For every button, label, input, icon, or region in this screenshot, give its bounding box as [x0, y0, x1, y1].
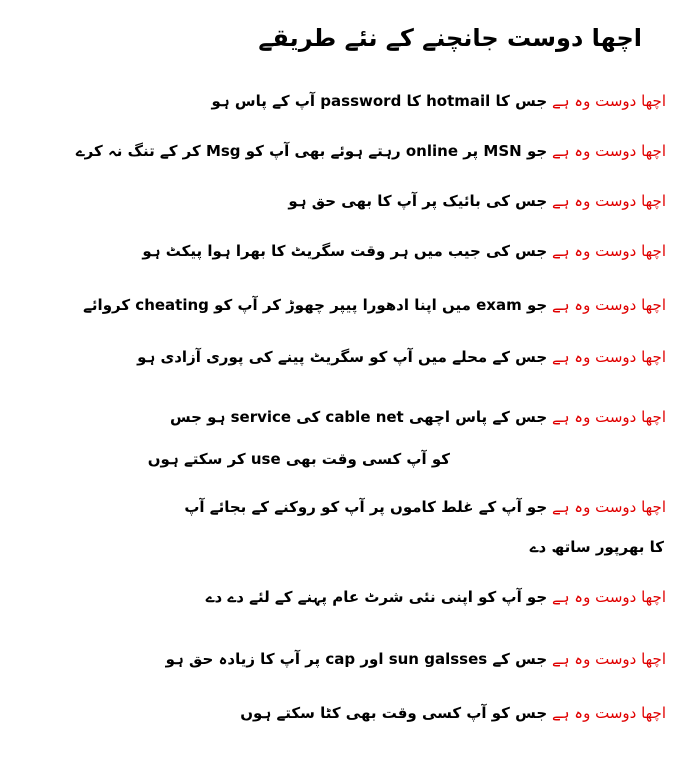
item-lead: اچھا دوست وہ ہے [551, 348, 666, 366]
item-text: جو exam میں اپنا ادھورا پیپر چھوڑ کر آپ کو cheating کروائے [83, 296, 548, 314]
list-item [76, 142, 666, 160]
item-lead: اچھا دوست وہ ہے [551, 92, 666, 110]
item-continuation: کو آپ کسی وقت بھی use کر سکتے ہوں [147, 450, 450, 468]
list-item [240, 704, 666, 722]
item-text: جس کے پاس اچھی cable net کی service ہو جس [169, 408, 548, 426]
item-lead: اچھا دوست وہ ہے [551, 498, 666, 516]
item-lead: اچھا دوست وہ ہے [551, 296, 666, 314]
list-item [170, 408, 666, 426]
item-text: جو MSN پر online رہتے ہوئے بھی آپ کو Msg کر کے تنگ نہ کرے [75, 142, 548, 160]
item-text: جس کی جیب میں ہر وقت سگریٹ کا بھرا ہوا پیکٹ ہو [142, 242, 548, 260]
item-text: جس کو آپ کسی وقت بھی کٹا سکتے ہوں [240, 704, 548, 722]
list-item [166, 650, 666, 668]
list-item [212, 92, 666, 110]
item-text: جس کی بائیک پر آپ کا بھی حق ہو [288, 192, 548, 210]
list-item [142, 242, 666, 260]
item-lead: اچھا دوست وہ ہے [551, 588, 666, 606]
item-continuation: کا بھرپور ساتھ دے [529, 538, 664, 556]
item-lead: اچھا دوست وہ ہے [551, 704, 666, 722]
item-lead: اچھا دوست وہ ہے [551, 242, 666, 260]
page-title: اچھا دوست جانچنے کے نئے طریقے [258, 24, 642, 52]
list-item [288, 192, 666, 210]
item-text: جو آپ کے غلط کاموں پر آپ کو روکنے کے بجائے آپ [184, 498, 548, 516]
item-text: جس کے محلے میں آپ کو سگریٹ پینے کی پوری آزادی ہو [137, 348, 548, 366]
list-item [206, 588, 666, 606]
item-lead: اچھا دوست وہ ہے [551, 650, 666, 668]
item-text: جس کے sun galsses اور cap پر آپ کا زیادہ حق ہو [165, 650, 548, 668]
item-lead: اچھا دوست وہ ہے [551, 142, 666, 160]
item-text: جو آپ کو اپنی نئی شرٹ عام پہنے کے لئے دے دے [205, 588, 548, 606]
item-text: جس کا hotmail کا password آپ کے پاس ہو [211, 92, 548, 110]
item-lead: اچھا دوست وہ ہے [551, 192, 666, 210]
item-lead: اچھا دوست وہ ہے [551, 408, 666, 426]
list-item [137, 348, 666, 366]
list-item [83, 296, 666, 314]
list-item [184, 498, 666, 516]
